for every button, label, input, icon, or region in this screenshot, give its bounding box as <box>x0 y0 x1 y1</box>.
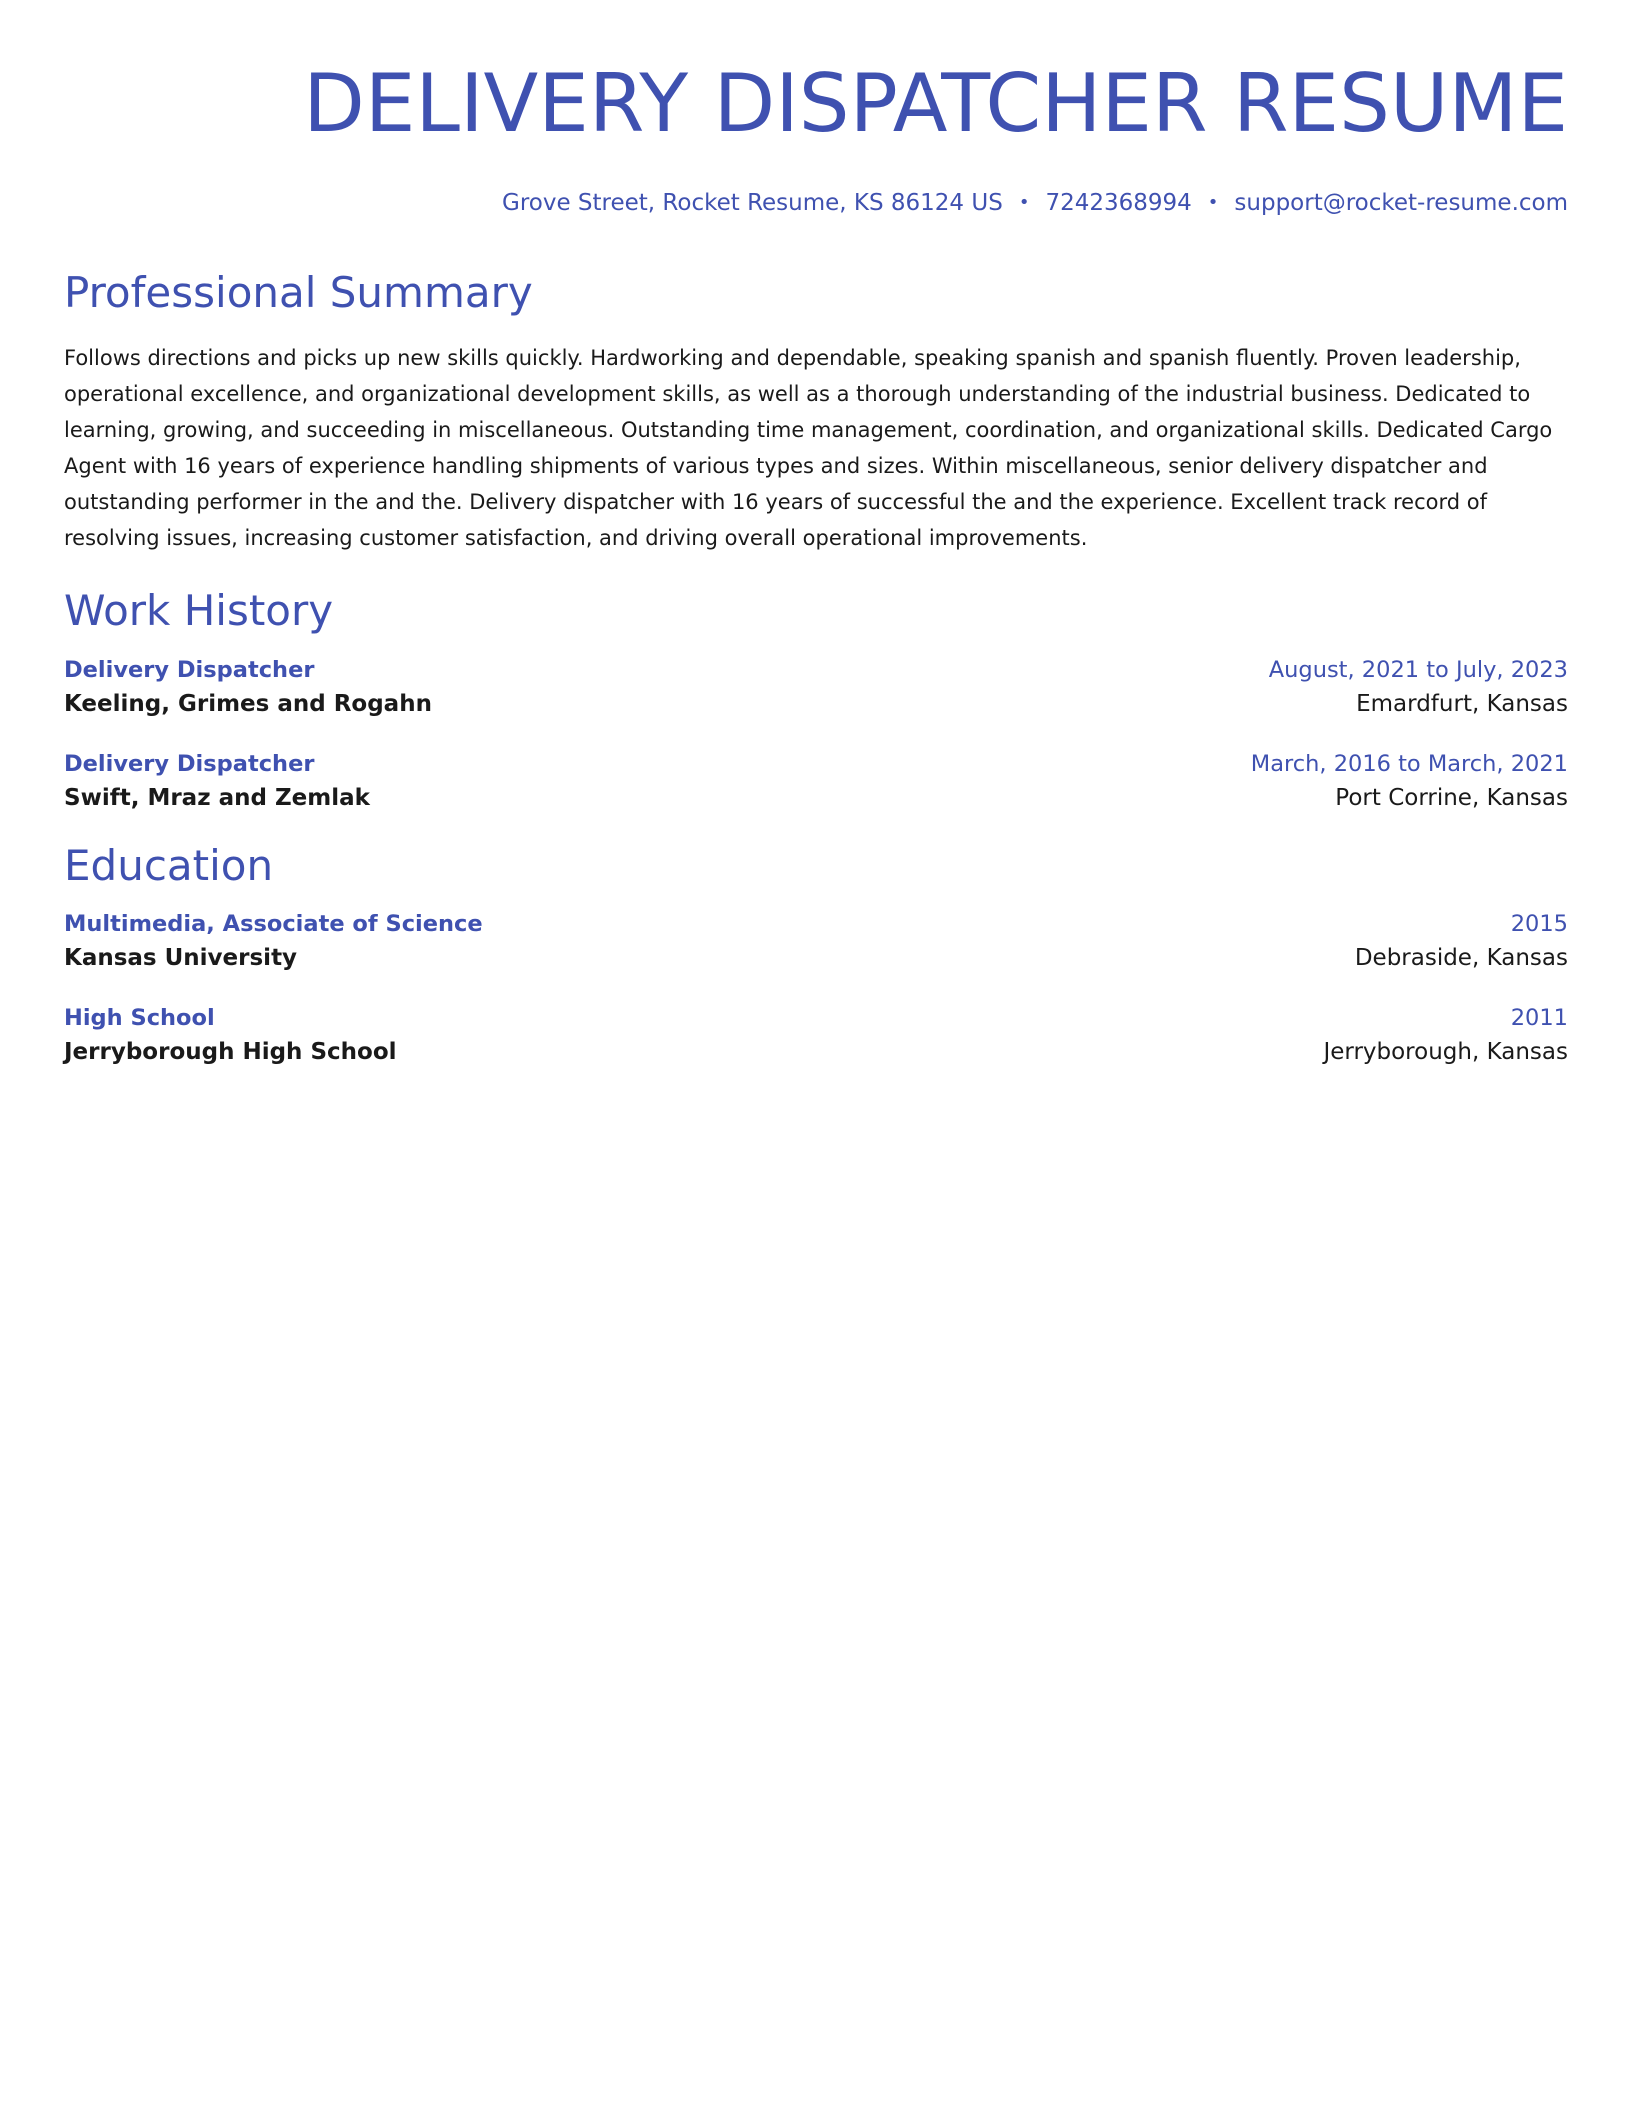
contact-separator: • <box>1207 192 1219 213</box>
job-location: Emardfurt, Kansas <box>1356 690 1568 717</box>
education-entry <box>64 1005 1568 1065</box>
section-heading-work: Work History <box>64 586 334 636</box>
education-section <box>64 841 1568 1065</box>
job-dates: August, 2021 to July, 2023 <box>1268 656 1568 683</box>
graduation-year: 2011 <box>1510 1005 1568 1032</box>
contact-separator: • <box>1018 192 1030 213</box>
school-name: Kansas University <box>64 945 298 972</box>
graduation-year: 2015 <box>1510 911 1568 938</box>
company-name: Swift, Mraz and Zemlak <box>64 784 370 811</box>
education-entry <box>64 911 1568 971</box>
school-location: Debraside, Kansas <box>1354 945 1568 972</box>
job-title: Delivery Dispatcher <box>64 750 315 777</box>
degree-name: High School <box>64 1005 215 1032</box>
section-heading-education: Education <box>64 840 274 890</box>
school-location: Jerryborough, Kansas <box>1323 1039 1568 1066</box>
contact-email: support@rocket-resume.com <box>1234 190 1568 216</box>
job-title: Delivery Dispatcher <box>64 656 315 683</box>
job-location: Port Corrine, Kansas <box>1335 784 1568 811</box>
contact-phone: 7242368994 <box>1045 190 1192 216</box>
contact-line <box>64 190 1568 216</box>
professional-summary-section <box>64 268 1568 556</box>
work-entries <box>64 657 1568 811</box>
company-name: Keeling, Grimes and Rogahn <box>64 690 432 717</box>
education-entries <box>64 911 1568 1065</box>
work-history-section <box>64 586 1568 810</box>
contact-address: Grove Street, Rocket Resume, KS 86124 US <box>502 190 1003 216</box>
summary-text: Follows directions and picks up new skills quickly. Hardworking and dependable, speaking spanish and spanish fluently. Proven leadership, operational excellence, and organizational development skills, as well as a thorough understanding of the industrial business. Dedicated to learning, growing, and succeeding in miscellaneous. Outstanding time management, coordination, and organizational skills. Dedicated Cargo Agent with 16 years of experience handling shipments of various types and sizes. Within miscellaneous, senior delivery dispatcher and outstanding performer in the and the. Delivery dispatcher with 16 years of successful the and the experience. Excellent track record of resolving issues, increasing customer satisfaction, and driving overall operational improvements. <box>64 346 1553 551</box>
degree-name: Multimedia, Associate of Science <box>64 911 483 938</box>
school-name: Jerryborough High School <box>64 1039 397 1066</box>
section-heading-summary: Professional Summary <box>64 268 533 317</box>
job-dates: March, 2016 to March, 2021 <box>1250 750 1568 777</box>
work-entry <box>64 657 1568 717</box>
resume-title: DELIVERY DISPATCHER RESUME <box>303 57 1568 150</box>
work-entry <box>64 751 1568 811</box>
